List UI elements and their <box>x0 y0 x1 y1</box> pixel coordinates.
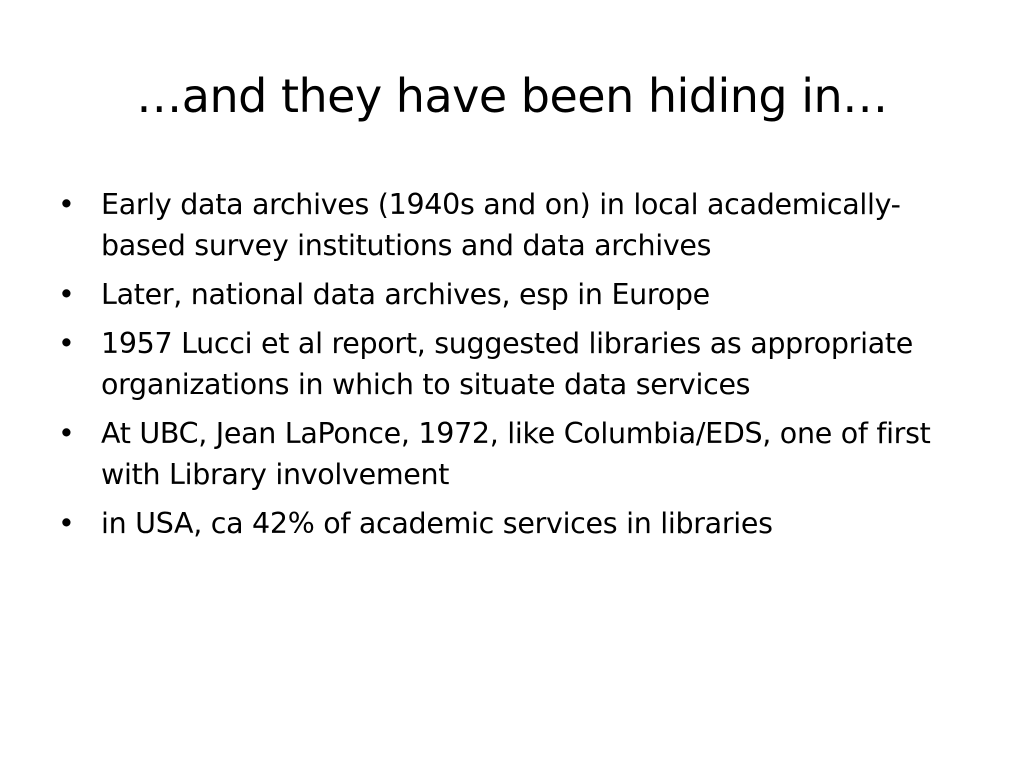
bullet-item <box>58 274 978 315</box>
bullet-item <box>58 184 978 266</box>
bullet-marker: • <box>58 278 75 311</box>
bullet-text: Later, national data archives, esp in Europe <box>101 278 710 311</box>
slide-title: …and they have been hiding in… <box>136 69 888 123</box>
bullet-text: At UBC, Jean LaPonce, 1972, like Columbia/EDS, one of first with Library involvement <box>101 417 931 491</box>
bullet-marker: • <box>58 327 75 360</box>
bullet-text: 1957 Lucci et al report, suggested libraries as appropriate organizations in which to situate data services <box>101 327 913 401</box>
bullet-item <box>58 413 978 495</box>
bullet-list <box>58 184 978 552</box>
bullet-text: Early data archives (1940s and on) in local academically-based survey institutions and data archives <box>101 188 901 262</box>
bullet-item <box>58 323 978 405</box>
bullet-marker: • <box>58 188 75 221</box>
bullet-marker: • <box>58 507 75 540</box>
bullet-marker: • <box>58 417 75 450</box>
bullet-item <box>58 503 978 544</box>
bullet-text: in USA, ca 42% of academic services in libraries <box>101 507 773 540</box>
